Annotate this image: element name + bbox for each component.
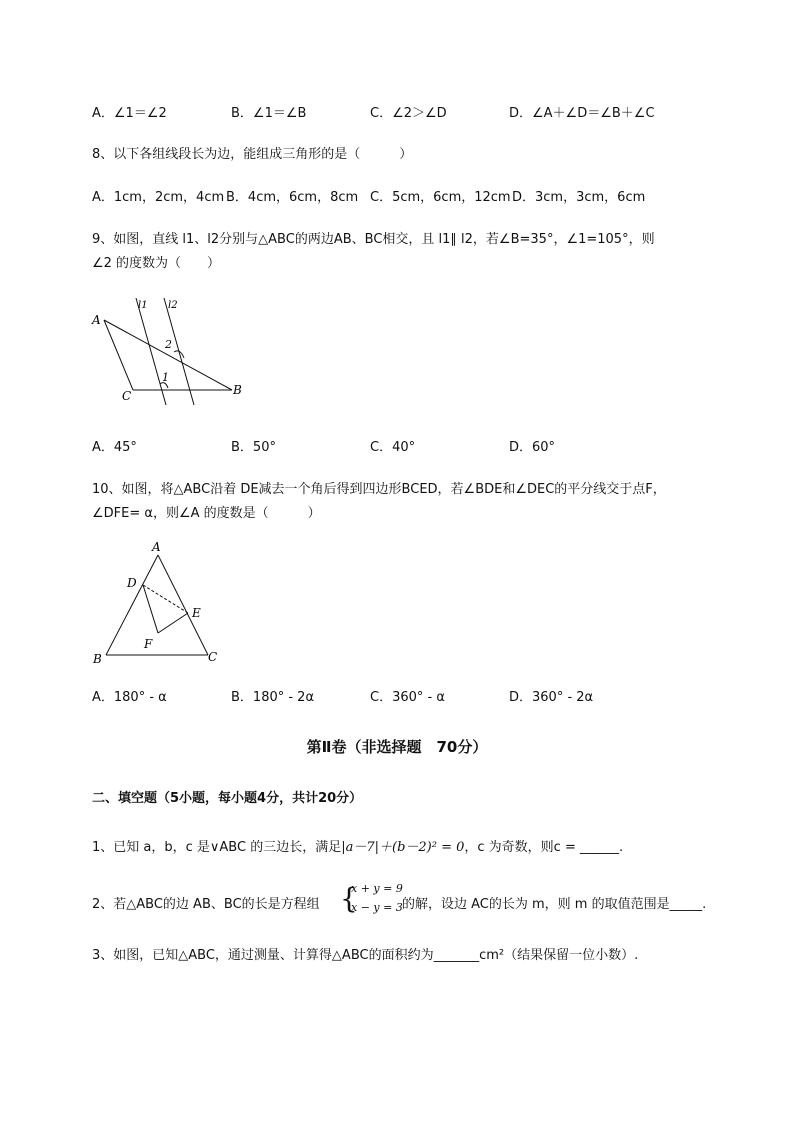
q8-option-c: C．5cm，6cm，12cm: [370, 190, 511, 205]
fill-3: 3、如图，已知△ABC，通过测量、计算得△ABC的面积约为_______cm²（结果保留一位小数）.: [92, 948, 639, 963]
q10-option-b: B．180° - 2α: [231, 690, 315, 705]
fill-2-prefix: 2、若△ABC的边 AB、BC的长是方程组: [92, 897, 320, 912]
fill-2-brace: {: [340, 882, 358, 915]
q7-option-c: C．∠2＞∠D: [370, 106, 447, 121]
q9-label-1: 1: [162, 371, 169, 384]
section2-title: 第Ⅱ卷（非选择题 70分）: [306, 738, 488, 756]
q8-option-d: D．3cm，3cm，6cm: [512, 190, 646, 205]
q7-option-d: D．∠A＋∠D＝∠B＋∠C: [509, 106, 655, 121]
q9-stem-line2: ∠2 的度数为（ ）: [92, 256, 221, 271]
q10-label-d: D: [127, 576, 137, 590]
q9-label-c: C: [122, 389, 132, 403]
q9-option-c: C．40°: [370, 440, 416, 455]
q10-option-d: D．360° - 2α: [509, 690, 594, 705]
q9-label-b: B: [233, 383, 242, 397]
fill-1: [92, 836, 623, 855]
q10-dashed-de: [143, 585, 188, 613]
q8-option-b: B．4cm，6cm，8cm: [226, 190, 359, 205]
q9-label-l2: l2: [168, 300, 178, 311]
q10-option-c: C．360° - α: [370, 690, 445, 705]
q8-option-a: A．1cm，2cm，4cm: [92, 190, 225, 205]
fill-2-eq2: x − y = 3: [351, 901, 403, 914]
q9-label-l1: l1: [138, 300, 148, 311]
fill-1-prefix: 1、已知 a，b，c 是∨ABC 的三边长，满足: [92, 840, 342, 855]
q10-line-ef: [158, 613, 188, 633]
q9-figure: [88, 290, 258, 410]
q10-stem-line1: 10、如图，将△ABC沿着 DE减去一个角后得到四边形BCED，若∠BDE和∠DEC的平分线交于点F，: [92, 482, 666, 497]
q10-option-a: A．180° - α: [92, 690, 167, 705]
q9-label-a: A: [92, 313, 101, 327]
q9-option-a: A．45°: [92, 440, 137, 455]
q9-label-2: 2: [165, 338, 172, 351]
q10-side-ac: [158, 555, 208, 655]
fill-1-suffix: ，c 为奇数，则c = ______.: [464, 840, 624, 855]
q10-line-df: [143, 585, 158, 633]
q10-figure: [88, 537, 228, 669]
q10-stem-line2: ∠DFE= α，则∠A 的度数是（ ）: [92, 506, 321, 521]
q9-option-d: D．60°: [509, 440, 556, 455]
fill-2-eq1: x + y = 9: [351, 882, 403, 895]
q10-label-f: F: [144, 637, 153, 651]
q10-label-a: A: [152, 540, 161, 554]
part2-heading: 二、填空题（5小题，每小题4分，共计20分）: [92, 791, 363, 806]
q10-label-b: B: [93, 652, 102, 666]
q10-label-c: C: [208, 650, 218, 664]
fill-2-suffix: 的解，设边 AC的长为 m，则 m 的取值范围是_____.: [402, 897, 707, 912]
q9-stem-line1: 9、如图，直线 l1、l2分别与△ABC的两边AB、BC相交，且 l1∥ l2，若∠B=35°，∠1=105°，则: [92, 232, 655, 247]
q7-option-a: A．∠1＝∠2: [92, 106, 167, 121]
q9-option-b: B．50°: [231, 440, 276, 455]
q9-side-ac: [104, 320, 133, 390]
fill-1-formula: |a－7|＋(b－2)² = 0: [341, 840, 465, 855]
q10-label-e: E: [192, 606, 201, 620]
q8-stem: 8、以下各组线段长为边，能组成三角形的是（ ）: [92, 147, 413, 162]
q7-option-b: B．∠1＝∠B: [231, 106, 307, 121]
